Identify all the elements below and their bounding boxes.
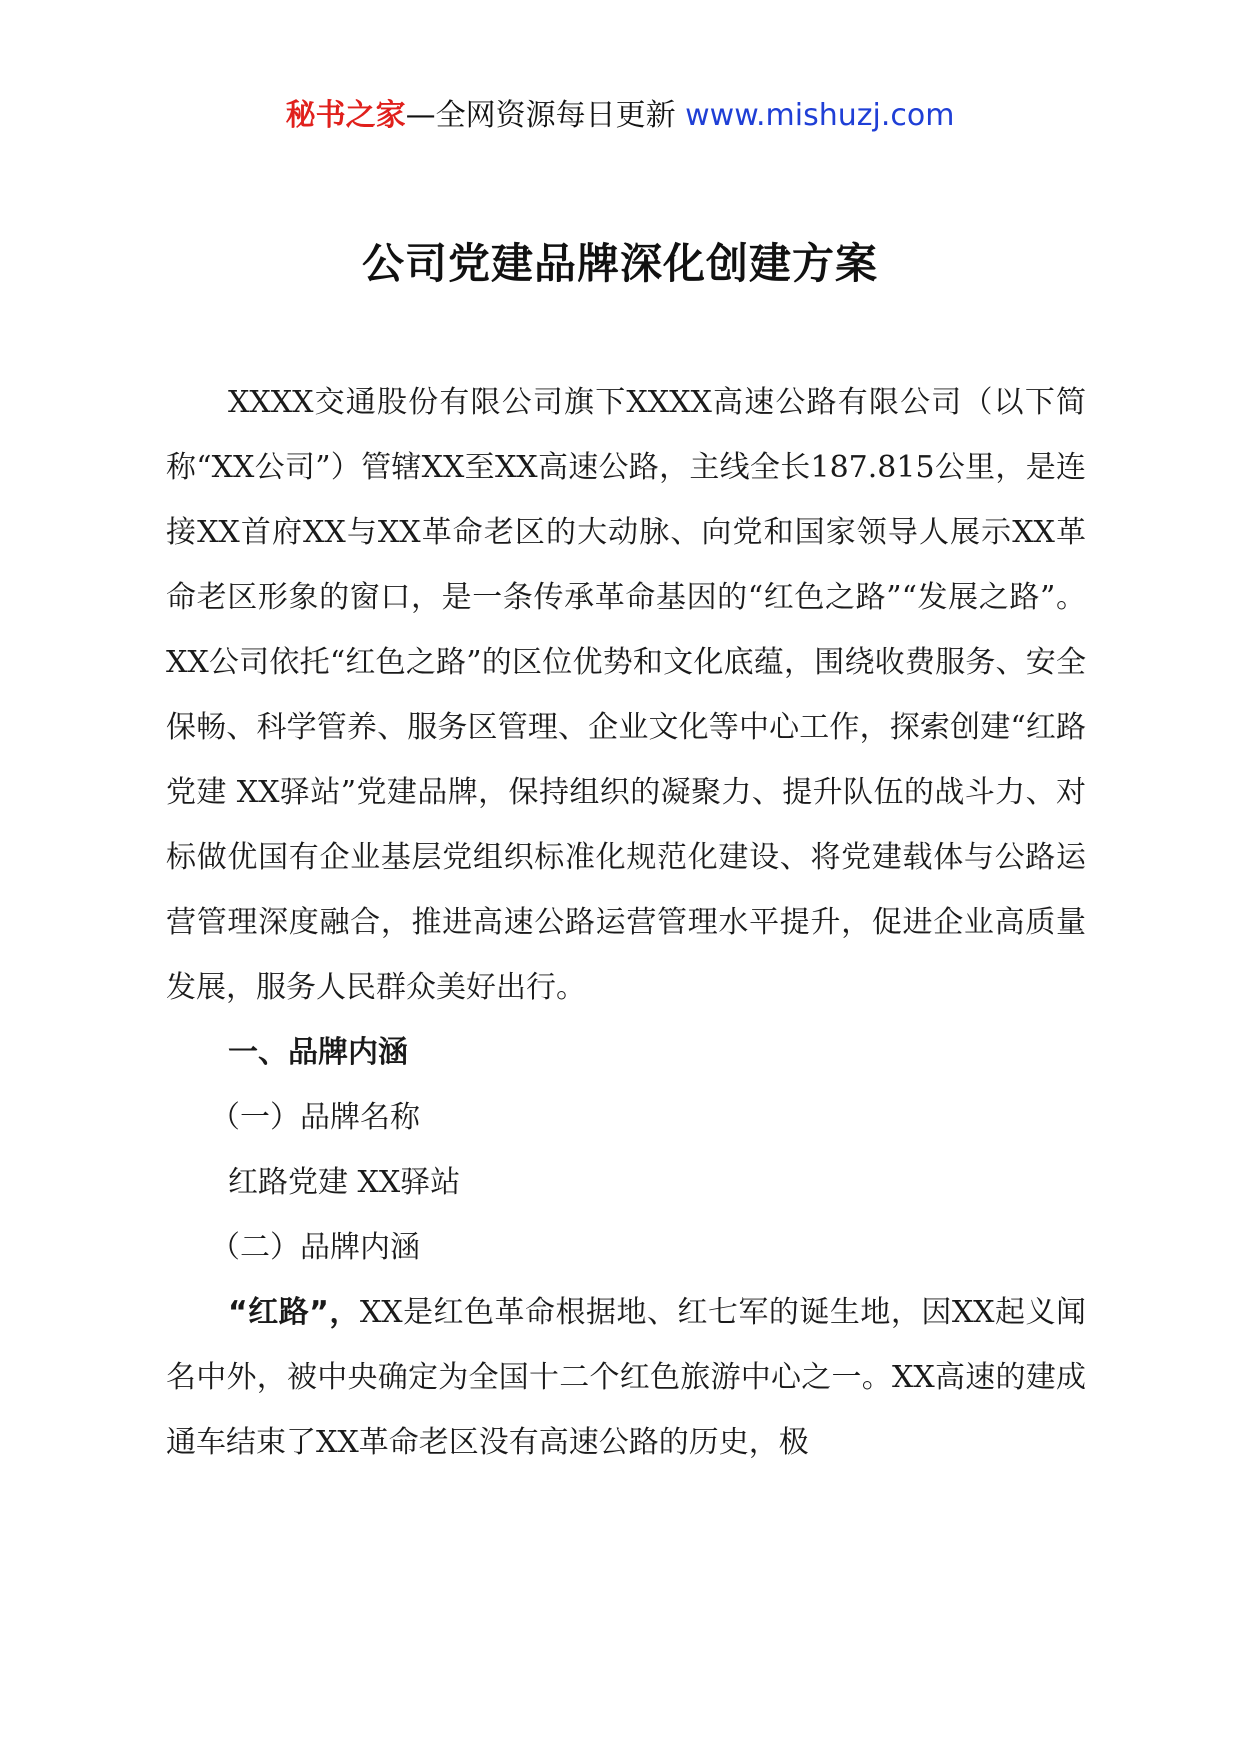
site-brand: 秘书之家 [285, 98, 406, 133]
hong-lu-paragraph [166, 1280, 1086, 1475]
site-tagline: —全网资源每日更新 [405, 98, 686, 133]
document-title: 公司党建品牌深化创建方案 [361, 239, 878, 288]
hong-lu-label: “红路”， [228, 1295, 360, 1330]
document-body [166, 370, 1086, 1475]
intro-paragraph: XXXX交通股份有限公司旗下XXXX高速公路有限公司（以下简称“XX公司”）管辖XX至XX高速公路，主线全长187.815公里，是连接XX首府XX与XX革命老区的大动脉、向党和国家领导人展示XX革命老区形象的窗口，是一条传承革命基因的“红色之路”“发展之路”。XX公司依托“红色之路”的区位优势和文化底蕴，围绕收费服务、安全保畅、科学管养、服务区管理、企业文化等中心工作，探索创建“红路党建 XX驿站”党建品牌，保持组织的凝聚力、提升队伍的战斗力、对标做优国有企业基层党组织标准化规范化建设、将党建载体与公路运营管理深度融合，推进高速公路运营管理水平提升，促进企业高质量发展，服务人民群众美好出行。 [166, 385, 1086, 1005]
site-url-link[interactable]: www.mishuzj.com [685, 98, 955, 133]
brand-name-text: 红路党建 XX驿站 [228, 1165, 461, 1200]
hong-lu-text: XX是红色革命根据地、红七军的诞生地，因XX起义闻名中外，被中央确定为全国十二个红色旅游中心之一。XX高速的建成通车结束了XX革命老区没有高速公路的历史，极 [166, 1295, 1086, 1460]
site-header [0, 96, 1240, 136]
subsection-heading: （一）品牌名称 [210, 1100, 420, 1135]
section-heading: 一、品牌内涵 [228, 1035, 408, 1070]
subsection-heading: （二）品牌内涵 [210, 1230, 420, 1265]
